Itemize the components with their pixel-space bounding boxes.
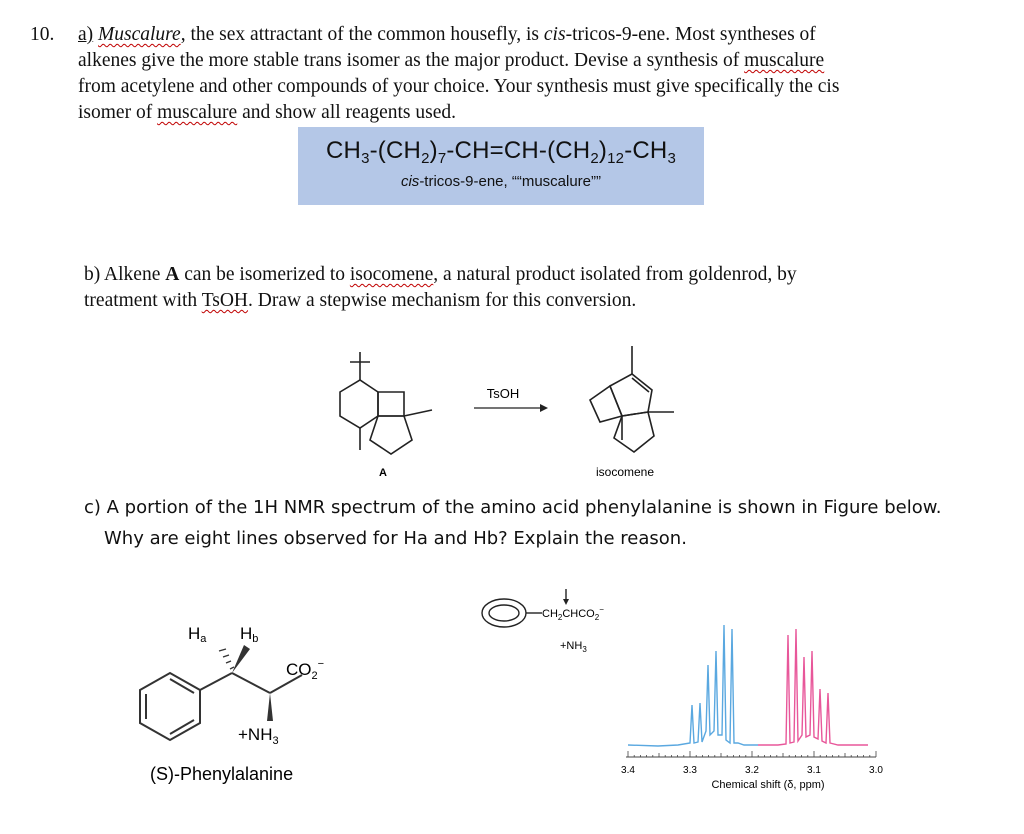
formula-box [298,127,704,205]
tick-3.2: 3.2 [745,765,759,776]
tick-3.0: 3.0 [869,765,883,776]
part-a-text: a) Muscalure, the sex attractant of the common housefly, is cis-tricos-9-ene. Most syntheses of alkenes give the more stable trans isomer as the major product. Devise a synthesis of muscalure from acetylene and other compounds of your choice. Your synthesis must give specifically the cis isomer of muscalure and show all reagents used. [78,24,840,123]
muscalure-formula: $CH_3-(CH_2)_7-CH=CH-(CH_2)_{12}-CH_3$ [325,137,676,167]
formula-caption: cis-tricos-9-ene, ““muscalure”” [400,173,602,190]
nh3-label: $+NH_3$ [238,725,279,747]
nmr-arrow-head [563,599,569,605]
co2-label: $CO_2^-$ [286,658,325,682]
phenylalanine-caption: (S)-Phenylalanine [150,764,294,784]
phenylalanine-structure [120,595,360,795]
nmr-xlabel: Chemical shift (δ, ppm) [711,779,825,791]
hash-ha [219,649,234,669]
isocomene-structure [590,346,674,452]
reagent-label: TsOH [486,386,520,401]
label-a: A [379,467,387,479]
question-c: c) A portion of the 1H NMR spectrum of the amino acid phenylalanine is shown in Figure below. Why are eight lines observed for Ha and Hb? Explain the reason. [84,497,942,549]
wedge-hb [232,645,250,673]
part-a-label: a) [78,24,94,45]
nmr-nh3: $+NH_3$ [560,640,587,654]
isomerization-scheme [320,340,700,485]
arrow-head [540,404,548,412]
nmr-spectrum [478,585,898,805]
tick-3.1: 3.1 [807,765,821,776]
right-multiplet [758,629,868,745]
nmr-chain: $CH_2CHCO_2^-$ [542,605,604,622]
alkene-a-structure [340,352,432,454]
muscalure-word: Muscalure [98,24,181,45]
benzene-ring [140,673,200,740]
hb-label: Hb [240,624,259,645]
ha-label: Ha [188,624,207,645]
wedge-nh3 [267,693,273,721]
question-b: b) Alkene A can be isomerized to isocomene, a natural product isolated from goldenrod, by treatment with TsOH. Draw a stepwise mechanism for this conversion. [84,264,797,311]
tick-3.4: 3.4 [621,765,635,776]
question-number: 10. [30,24,55,45]
left-multiplet [628,625,758,746]
tick-3.3: 3.3 [683,765,697,776]
label-isocomene: isocomene [595,465,655,479]
